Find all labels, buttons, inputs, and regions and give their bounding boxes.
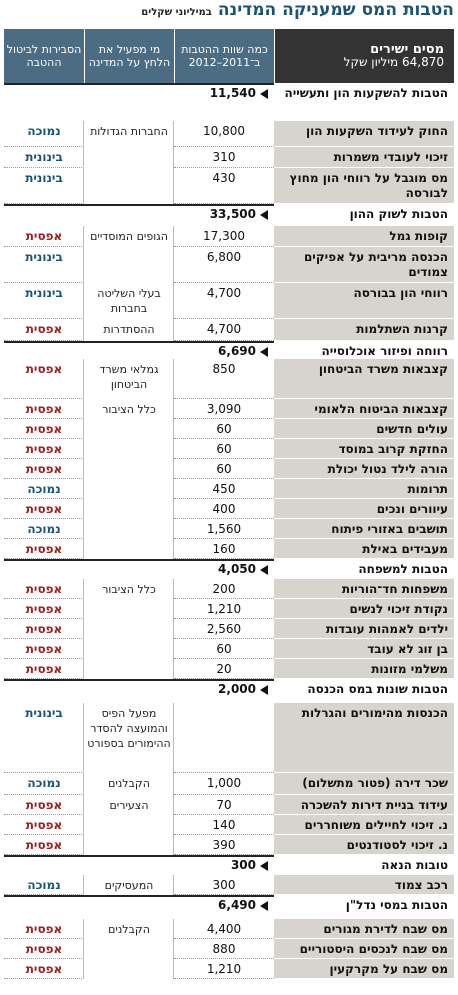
benefit-name: הכנסה מריבית על אפיקים צמודים [274, 247, 454, 283]
table-row [4, 499, 454, 519]
pressure-group: בעלי השליטה בחברות [97, 287, 161, 315]
pressure-group: הקבלנים [108, 923, 150, 936]
section-total: 11,540 [210, 86, 268, 100]
table-row [4, 419, 454, 439]
cancel-probability: בינונית [4, 168, 84, 204]
cancel-probability: אפסית [4, 439, 84, 459]
benefit-amount: 4,400 [174, 919, 274, 939]
pressure-group: מפעל הפיס והמועצה להסדר ההימורים בספורט [87, 707, 171, 750]
pressure-group: הגופים המוסדיים [90, 230, 168, 243]
section-total: 300 [231, 858, 268, 872]
table-row [4, 659, 454, 679]
cancel-probability: אפסית [4, 619, 84, 639]
section-name: הטבות לשוק ההון [274, 204, 454, 226]
benefit-amount: 3,090 [174, 399, 274, 419]
table-body [4, 83, 454, 993]
column-divider [173, 579, 174, 679]
benefit-amount: 1,000 [174, 773, 274, 795]
benefit-name: זיכוי לעובדי משמרות [274, 147, 454, 168]
table-row [4, 639, 454, 659]
header-who: מי מפעיל את הלחץ על המדינה [84, 29, 174, 83]
pressure-group: ההסתדרות [103, 323, 155, 336]
cancel-probability: בינונית [4, 283, 84, 319]
section-row [4, 679, 454, 703]
column-divider [173, 226, 174, 341]
table-row [4, 939, 454, 959]
table-row [4, 147, 454, 168]
column-divider [173, 875, 174, 895]
benefit-name: עיוורים ונכים [274, 499, 454, 519]
column-divider [173, 703, 174, 855]
table-row [4, 875, 454, 895]
table-row [4, 815, 454, 835]
benefit-name: החוק לעידוד השקעות הון [274, 121, 454, 147]
cancel-probability: אפסית [4, 539, 84, 559]
table-row [4, 168, 454, 204]
benefit-amount: 430 [174, 168, 274, 204]
cancel-probability: בינונית [4, 147, 84, 168]
benefit-amount: 1,560 [174, 519, 274, 539]
benefit-name: מס שבח לנכסים היסטוריים [274, 939, 454, 959]
cancel-probability: אפסית [4, 659, 84, 679]
table-row [4, 479, 454, 499]
table-row [4, 919, 454, 939]
benefit-name: רכב צמוד [274, 875, 454, 895]
pressure-group: המעסיקים [104, 879, 154, 892]
benefit-name: תושבים באזורי פיתוח [274, 519, 454, 539]
cancel-probability: נמוכה [4, 519, 84, 539]
cancel-probability: אפסית [4, 815, 84, 835]
benefit-name: רווחי הון בבורסה [274, 283, 454, 319]
section-row [4, 895, 454, 919]
cancel-probability: אפסית [4, 599, 84, 619]
cancel-probability: בינונית [4, 703, 84, 773]
section-name: טובות הנאה [274, 855, 454, 875]
table-row [4, 795, 454, 815]
column-divider [83, 703, 84, 855]
benefit-name: נקודת זיכוי לנשים [274, 599, 454, 619]
benefit-amount: 6,800 [174, 247, 274, 283]
benefit-amount: 300 [174, 875, 274, 895]
benefit-amount: 17,300 [174, 226, 274, 247]
header-tax-total: 64,870 מיליון שקל [343, 55, 444, 69]
table-row [4, 459, 454, 479]
benefit-amount: 2,560 [174, 619, 274, 639]
table-header [4, 29, 454, 83]
table-row [4, 283, 454, 319]
benefit-amount: 880 [174, 939, 274, 959]
page-subtitle: במיליוני שקלים [141, 7, 212, 18]
benefit-name: הורה לילד נטול יכולת [274, 459, 454, 479]
benefit-amount: 10,800 [174, 121, 274, 147]
table-row [4, 226, 454, 247]
benefit-amount: 60 [174, 419, 274, 439]
benefit-amount: 200 [174, 579, 274, 599]
column-divider [173, 919, 174, 979]
header-tax [274, 29, 454, 83]
cancel-probability: נמוכה [4, 773, 84, 795]
benefit-amount [174, 703, 274, 773]
benefit-name: משלמי מזונות [274, 659, 454, 679]
column-divider [83, 359, 84, 559]
benefit-name: החזקת קרוב במוסד [274, 439, 454, 459]
title-bar [4, 0, 454, 26]
benefit-name: מס מוגבל על רווחי הון מחוץ לבורסה [274, 168, 454, 204]
table-row [4, 703, 454, 773]
benefit-name: הכנסות מהימורים והגרלות [274, 703, 454, 773]
benefit-amount: 1,210 [174, 599, 274, 619]
section-name: הטבות במסי נדל"ן [274, 895, 454, 919]
benefit-amount: 1,210 [174, 959, 274, 979]
page-title: הטבות המס שמעניקה המדינה [217, 0, 454, 20]
cancel-probability: אפסית [4, 459, 84, 479]
benefit-amount: 20 [174, 659, 274, 679]
section-row [4, 559, 454, 579]
column-divider [83, 226, 84, 341]
benefit-name: מעבידים באילת [274, 539, 454, 559]
cancel-probability: אפסית [4, 499, 84, 519]
benefit-name: נ. זיכוי לחיילים משוחררים [274, 815, 454, 835]
benefit-name: ילדים לאמהות עובדות [274, 619, 454, 639]
benefit-amount: 140 [174, 815, 274, 835]
cancel-probability: נמוכה [4, 479, 84, 499]
benefit-name: בן זוג לא עובד [274, 639, 454, 659]
cancel-probability: נמוכה [4, 121, 84, 147]
benefit-name: מס שבח לדירת מגורים [274, 919, 454, 939]
table-row [4, 319, 454, 341]
benefit-amount: 60 [174, 439, 274, 459]
pressure-group: כלל הציבור [102, 403, 156, 416]
benefit-amount: 450 [174, 479, 274, 499]
pressure-group: הקבלנים [108, 777, 150, 790]
section-total: 6,490 [218, 898, 268, 912]
table-row [4, 359, 454, 399]
section-name: רווחה ופיזור אוכלוסייה [274, 341, 454, 359]
table-row [4, 599, 454, 619]
table-row [4, 959, 454, 979]
benefit-amount: 60 [174, 459, 274, 479]
benefit-amount: 70 [174, 795, 274, 815]
table-row [4, 399, 454, 419]
table-row [4, 579, 454, 599]
cancel-probability: אפסית [4, 359, 84, 399]
section-total: 6,690 [218, 344, 268, 358]
cancel-probability: אפסית [4, 319, 84, 341]
benefit-amount: 160 [174, 539, 274, 559]
benefit-name: תרומות [274, 479, 454, 499]
section-name: הטבות למשפחה [274, 559, 454, 579]
column-divider [173, 359, 174, 559]
benefit-amount: 4,700 [174, 319, 274, 341]
benefit-amount: 4,700 [174, 283, 274, 319]
section-total: 33,500 [210, 207, 268, 221]
benefit-name: שכר דירה (פטור מתשלום) [274, 773, 454, 795]
table-row [4, 247, 454, 283]
benefit-amount: 60 [174, 639, 274, 659]
cancel-probability: אפסית [4, 919, 84, 939]
pressure-group: החברות הגדולות [90, 125, 168, 138]
benefit-name: קרנות השתלמות [274, 319, 454, 341]
pressure-group: הצעירים [109, 799, 149, 812]
pressure-group: גמלאי משרד הביטחון [99, 363, 159, 391]
table-row [4, 439, 454, 459]
table-row [4, 121, 454, 147]
benefit-name: עידוד בניית דירות להשכרה [274, 795, 454, 815]
column-divider [173, 121, 174, 204]
pressure-group: כלל הציבור [102, 583, 156, 596]
cancel-probability: אפסית [4, 579, 84, 599]
cancel-probability: אפסית [4, 639, 84, 659]
column-divider [83, 121, 84, 204]
cancel-probability: אפסית [4, 835, 84, 855]
table-row [4, 539, 454, 559]
section-row [4, 855, 454, 875]
section-name: הטבות שונות במס הכנסה [274, 679, 454, 703]
benefit-amount: 400 [174, 499, 274, 519]
cancel-probability: נמוכה [4, 875, 84, 895]
header-probability: הסבירות לביטול ההטבה [4, 29, 84, 83]
table-row [4, 773, 454, 795]
table-row [4, 519, 454, 539]
benefit-name: קצבאות משרד הביטחון [274, 359, 454, 399]
column-divider [83, 919, 84, 979]
cancel-probability: אפסית [4, 959, 84, 979]
cancel-probability: אפסית [4, 939, 84, 959]
cancel-probability: אפסית [4, 226, 84, 247]
section-total: 2,000 [218, 682, 268, 696]
header-amount: כמה שוות ההטבות ב־2011–2012 [174, 29, 274, 83]
cancel-probability: אפסית [4, 795, 84, 815]
benefit-name: עולים חדשים [274, 419, 454, 439]
benefit-name: משפחות חד־הוריות [274, 579, 454, 599]
cancel-probability: בינונית [4, 247, 84, 283]
table-row [4, 835, 454, 855]
benefit-amount: 310 [174, 147, 274, 168]
benefit-amount: 850 [174, 359, 274, 399]
benefit-name: נ. זיכוי לסטודנטים [274, 835, 454, 855]
section-name: הטבות להשקעות הון ותעשייה [274, 83, 454, 121]
benefit-name: קופות גמל [274, 226, 454, 247]
benefit-name: קצבאות הביטוח הלאומי [274, 399, 454, 419]
header-tax-title: מסים ישירים [370, 42, 444, 57]
section-total: 4,050 [218, 562, 268, 576]
benefit-name: מס שבח על מקרקעין [274, 959, 454, 979]
cancel-probability: אפסית [4, 419, 84, 439]
column-divider [83, 579, 84, 679]
benefit-amount: 390 [174, 835, 274, 855]
section-row [4, 83, 454, 121]
table-row [4, 619, 454, 639]
cancel-probability: אפסית [4, 399, 84, 419]
column-divider [83, 875, 84, 895]
section-row [4, 204, 454, 226]
section-row [4, 341, 454, 359]
